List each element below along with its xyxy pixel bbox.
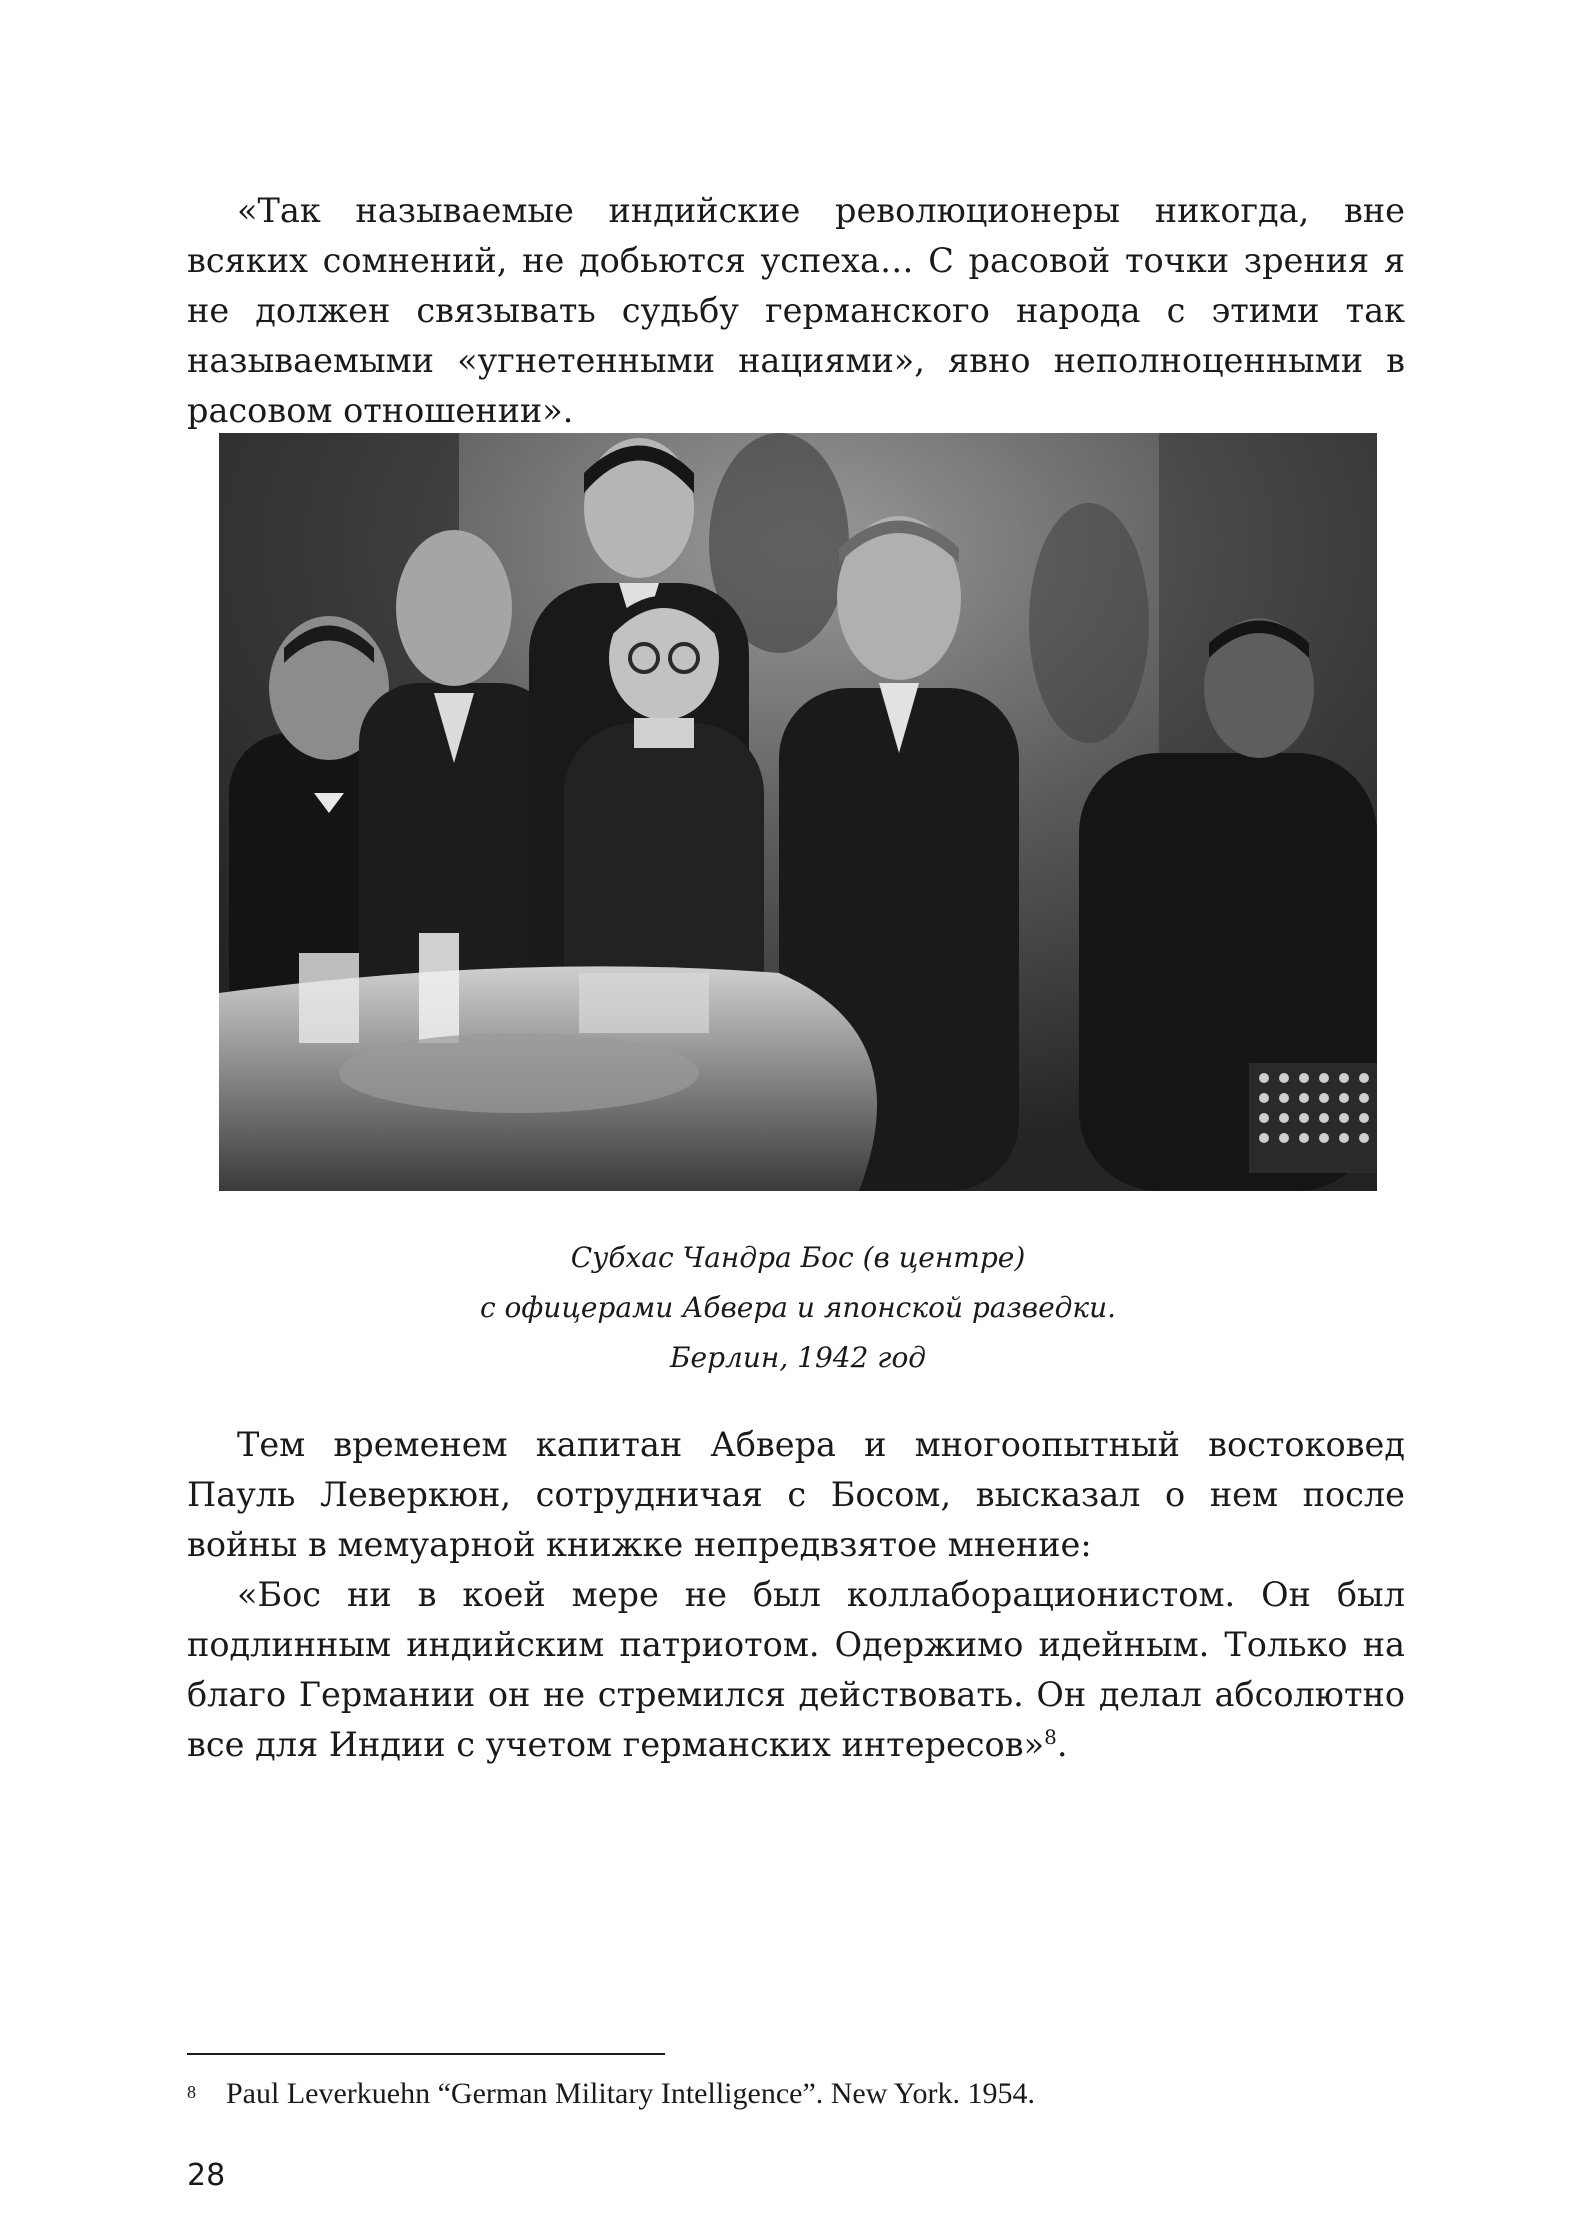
caption-line: с офицерами Абвера и японской разведки. [479, 1291, 1117, 1324]
photo-caption [219, 1233, 1377, 1383]
footnote-number: 8 [187, 2082, 196, 2102]
footnote-divider [187, 2053, 665, 2055]
body-paragraph: Тем временем капитан Абвера и многоопытный востоковед Пауль Леверкюн, сотрудничая с Босом, высказал о нем после войны в мемуарной книжке непредвзятое мнение: [187, 1425, 1405, 1564]
page-number: 28 [187, 2158, 226, 2193]
caption-line: Субхас Чандра Бос (в центре) [570, 1241, 1026, 1274]
quote-text: «Бос ни в коей мере не был коллаборационистом. Он был подлинным индийским патриотом. Одержимо идейным. Только на благо Германии он не стремился действовать. Он делал абсолютно все для Индии с учетом германских интересов» [187, 1575, 1405, 1764]
body-paragraph-quote: «Так называемые индийские революционеры никогда, вне всяких сомнений, не добьются успеха… С расовой точки зрения я не должен связывать судьбу германского народа с этими так называемыми «угнетенными нациями», явно неполноценными в расовом отношении». [187, 191, 1405, 430]
footnote-text: Paul Leverkuehn “German Military Intelligence”. New York. 1954. [226, 2077, 1035, 2110]
body-paragraph-quote: «Бос ни в коей мере не был коллаборационистом. Он был подлинным индийским патриотом. Одержимо идейным. Только на благо Германии он не стремился действовать. Он делал абсолютно все для Индии с учетом германских интересов»$^8$. [187, 1575, 1405, 1764]
footnote-reference[interactable]: 8 [1044, 1724, 1057, 1749]
footnote [187, 2074, 1035, 2114]
caption-line: Берлин, 1942 год [669, 1341, 927, 1374]
historical-photo [219, 433, 1377, 1191]
